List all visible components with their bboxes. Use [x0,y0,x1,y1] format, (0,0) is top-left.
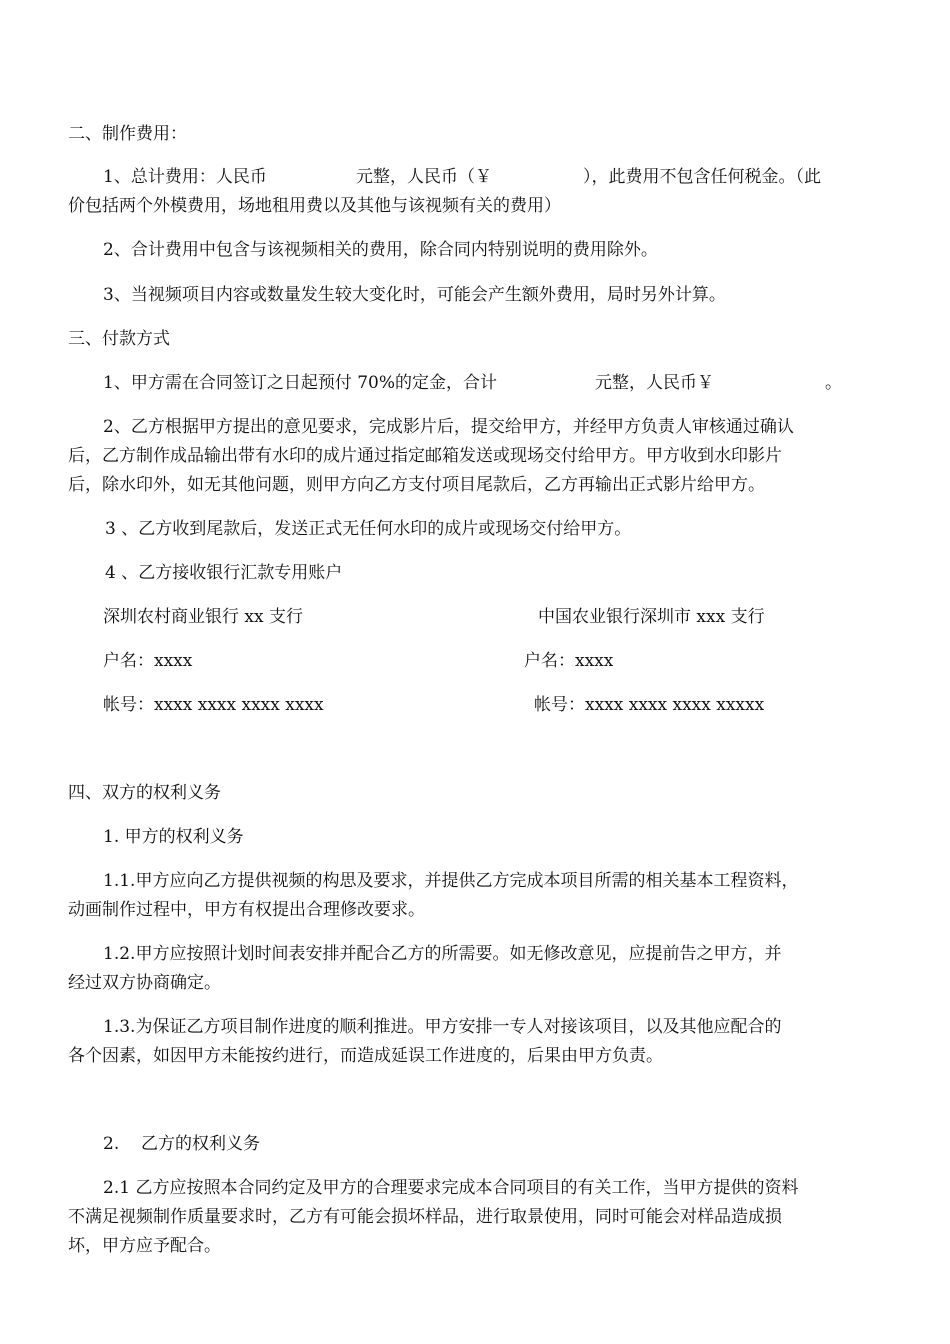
account-number-right: 帐号：xxxx xxxx xxxx xxxxx [534,695,765,715]
sec4-2-1-line3: 坏，甲方应予配合。 [68,1236,221,1256]
sec4-2-1-line2: 不满足视频制作质量要求时，乙方有可能会损坏样品，进行取景使用，同时可能会对样品造成损 [68,1207,782,1227]
section-2-title: 二、制作费用： [68,124,187,144]
sec4-1-1-line2: 动画制作过程中，甲方有权提出合理修改要求。 [68,900,425,920]
section-4-title: 四、双方的权利义务 [68,783,221,803]
sec4-1-2-line2: 经过双方协商确定。 [68,973,221,993]
sec4-1-3-line1: 1.3.为保证乙方项目制作进度的顺利推进。甲方安排一专人对接该项目，以及其他应配合的 [103,1017,782,1037]
sec2-p3: 3、当视频项目内容或数量发生较大变化时，可能会产生额外费用，局时另外计算。 [103,285,726,305]
section-3-title: 三、付款方式 [68,329,170,349]
bank-name-left: 深圳农村商业银行 xx 支行 [103,607,303,627]
sec3-p1 [103,372,842,394]
sec4-sub2-title [103,1133,260,1155]
sec3-p2-line2: 后，乙方制作成品输出带有水印的成片通过指定邮箱发送或现场交付给甲方。甲方收到水印影片 [68,446,782,466]
sec4-sub2-label: 乙方的权利义务 [141,1134,260,1154]
account-holder-right: 户名：xxxx [524,651,614,671]
sec2-p1-part-a: 1、总计费用：人民币 [103,167,267,187]
account-number-left: 帐号：xxxx xxxx xxxx xxxx [103,695,324,715]
sec2-p2: 2、合计费用中包含与该视频相关的费用，除合同内特别说明的费用除外。 [103,240,658,260]
sec2-p1-part-b: 元整，人民币（￥ [356,167,492,187]
sec3-p1-part-b: 元整，人民币￥ [595,373,714,393]
sec3-p2-line1: 2、乙方根据甲方提出的意见要求，完成影片后，提交给甲方，并经甲方负责人审核通过确认 [103,417,794,437]
sec3-p2-line3: 后，除水印外，如无其他问题，则甲方向乙方支付项目尾款后，乙方再输出正式影片给甲方。 [68,475,765,495]
sec4-1-1-line1: 1.1.甲方应向乙方提供视频的构思及要求，并提供乙方完成本项目所需的相关基本工程资料， [103,871,799,891]
sec2-p1-line1 [103,166,821,188]
sec4-1-2-line1: 1.2.甲方应按照计划时间表安排并配合乙方的所需要。如无修改意见，应提前告之甲方，并 [103,944,782,964]
sec3-p1-part-c: 。 [825,373,842,393]
sec3-p1-part-a: 1、甲方需在合同签订之日起预付 70%的定金，合计 [103,373,498,393]
sec3-p3: 3 、乙方收到尾款后，发送正式无任何水印的成片或现场交付给甲方。 [105,519,632,539]
sec2-p1-part-c: ），此费用不包含任何税金。（此 [583,167,821,187]
sec4-sub2-number: 2. [103,1134,120,1154]
account-holder-left: 户名：xxxx [103,651,193,671]
sec4-1-3-line2: 各个因素，如因甲方未能按约进行，而造成延误工作进度的，后果由甲方负责。 [68,1046,663,1066]
sec4-sub1-title: 1. 甲方的权利义务 [103,827,244,847]
sec2-p1-line2: 价包括两个外模费用，场地租用费以及其他与该视频有关的费用） [68,196,561,216]
sec3-p4: 4 、乙方接收银行汇款专用账户 [105,563,343,583]
bank-name-right: 中国农业银行深圳市 xxx 支行 [538,607,765,627]
sec4-2-1-line1: 2.1 乙方应按照本合同约定及甲方的合理要求完成本合同项目的有关工作，当甲方提供的资料 [103,1178,799,1198]
